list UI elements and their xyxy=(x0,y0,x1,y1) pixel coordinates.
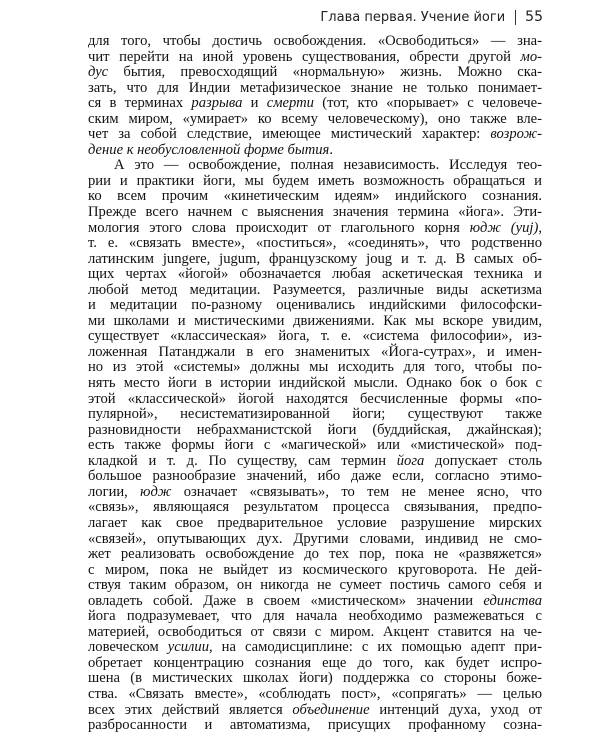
text-line xyxy=(88,267,542,283)
text-segment: обретает концентрацию сознания еще до того, как будет испро- xyxy=(88,654,542,671)
text-segment: допускает столь xyxy=(424,452,542,469)
text-segment: существует «классическая» йога, т. е. «система философии», из- xyxy=(88,328,542,345)
text-line xyxy=(88,609,542,625)
text-segment: есть также формы йоги с «магической» или «мистической» под- xyxy=(88,437,542,454)
text-segment: ся в терминах xyxy=(88,95,192,112)
text-line xyxy=(88,469,542,485)
text-segment: жет реализовать освобождение до тех пор, пока не «развяжется» xyxy=(88,546,542,563)
italic-text: возрож- xyxy=(490,126,542,143)
text-segment: лагает как свое предварительное условие разрушение мирских xyxy=(88,514,542,531)
text-segment: чет за собой следствие, имеющее мистический характер: xyxy=(88,126,491,143)
text-segment: мология этого слова происходит от глагольного корня xyxy=(88,219,470,236)
text-line xyxy=(88,703,542,719)
text-line xyxy=(88,392,542,408)
text-line xyxy=(88,671,542,687)
text-line xyxy=(88,205,542,221)
text-segment: для того, чтобы достичь освобождения. «Освободиться» — зна- xyxy=(88,33,542,49)
text-segment: и xyxy=(242,95,267,112)
text-segment: логии, xyxy=(88,483,141,500)
text-line xyxy=(88,438,542,454)
text-segment: этой «классической» йогой находятся бесчисленные формы «по- xyxy=(88,390,542,407)
text-line xyxy=(88,143,542,159)
italic-text: смерти xyxy=(266,95,314,112)
text-segment: чит перейти на иной уровень существования, обрести другой xyxy=(88,48,521,65)
text-line xyxy=(88,423,542,439)
text-segment: А это — освобождение, полная независимость. Исследуя тео- xyxy=(114,157,542,174)
italic-text: единства xyxy=(483,592,542,609)
text-line xyxy=(88,252,542,268)
text-line xyxy=(88,516,542,532)
text-line xyxy=(88,500,542,516)
text-line xyxy=(88,236,542,252)
chapter-title: Глава первая. Учение йоги xyxy=(320,9,506,25)
italic-text: дус xyxy=(88,64,109,81)
text-line xyxy=(88,345,542,361)
italic-text: усилии xyxy=(167,639,209,656)
text-line xyxy=(88,127,542,143)
italic-text: разрыва xyxy=(191,95,243,112)
header-divider xyxy=(515,10,516,25)
text-segment: т. е. «связать вместе», «поститься», «соединять», что родственно xyxy=(88,235,542,252)
text-line xyxy=(88,656,542,672)
text-segment: интенций духа, уход от xyxy=(369,701,542,718)
text-segment: , xyxy=(538,219,542,236)
text-line xyxy=(88,687,542,703)
text-line xyxy=(88,174,542,190)
text-line xyxy=(88,578,542,594)
text-segment: овладеть собой. Даже в своем «мистическом» значении xyxy=(88,592,484,609)
text-line xyxy=(88,376,542,392)
text-segment: рии и практики йоги, мы будем иметь возможность обращаться и xyxy=(88,172,542,189)
text-line xyxy=(88,283,542,299)
text-segment: означает «связывать», то тем не менее ясно, что xyxy=(171,483,542,500)
running-header xyxy=(320,9,543,25)
text-line xyxy=(88,625,542,641)
italic-text: юдж xyxy=(140,483,172,500)
text-segment: ским миром, «умирает» ко всему человеческому), оно также вле- xyxy=(88,110,542,127)
text-segment: и медитации по-разному оценивались индийскими философски- xyxy=(88,297,542,314)
text-segment: . xyxy=(329,141,333,158)
text-line xyxy=(88,563,542,579)
text-line xyxy=(88,158,542,174)
text-line xyxy=(88,81,542,97)
text-segment: пулярной», несистематизированной йоги; существуют также xyxy=(88,406,542,423)
text-line xyxy=(88,547,542,563)
text-segment: ствуя таким образом, он никогда не сумеет постичь самого себя и xyxy=(88,577,542,594)
body-text xyxy=(88,34,542,734)
text-line xyxy=(88,65,542,81)
text-segment: шена (в мистических школах йоги) поддержка со стороны боже- xyxy=(88,670,542,687)
text-segment: щих чертах «йогой» обозначается любая аскетическая техника и xyxy=(88,266,542,283)
text-segment: ко всем прочим «кинетическим идеям» индийского сознания. xyxy=(88,188,542,205)
text-segment: материей, освободиться от связи с миром. Акцент ставится на че- xyxy=(88,623,542,640)
text-line xyxy=(88,594,542,610)
text-segment: большое разнообразие значений, ибо даже если, согласно этимо- xyxy=(88,468,542,485)
italic-text: йога xyxy=(396,452,425,469)
text-segment: бытия, превосходящий «нормальную» жизнь. Можно ска- xyxy=(108,64,542,81)
text-line xyxy=(88,34,542,50)
text-segment: всех этих действий является xyxy=(88,701,293,718)
text-segment: разновидности небрахманистской йоги (буддийская, джайнская); xyxy=(88,421,542,438)
text-segment: «связей», опутывающих дух. Другими словами, индивид не смо- xyxy=(88,530,542,547)
text-line xyxy=(88,50,542,66)
text-segment: «связь», являющаяся результатом процесса связывания, предпо- xyxy=(88,499,542,516)
text-segment: Прежде всего начнем с выяснения значения термина «йога». Эти- xyxy=(88,204,542,221)
text-segment: латинским jungere, jugum, французскому joug и т. д. В самых об- xyxy=(88,250,542,267)
page-number: 55 xyxy=(525,9,543,25)
text-line xyxy=(88,718,542,734)
text-line xyxy=(88,298,542,314)
text-segment: нять место йоги в истории индийской мысли. Однако бок о бок с xyxy=(88,375,542,392)
text-line xyxy=(88,640,542,656)
text-segment: ства. «Связать вместе», «соблюдать пост», «сопрягать» — целью xyxy=(88,685,542,702)
italic-text: мо- xyxy=(520,48,542,65)
italic-text: юдж (yuj) xyxy=(469,219,539,236)
text-line xyxy=(88,314,542,330)
text-segment: (тот, кто «порывает» с человече- xyxy=(313,95,542,112)
text-line xyxy=(88,407,542,423)
text-segment: ловеческом xyxy=(88,639,168,656)
italic-text: дение к необусловленной форме бытия xyxy=(88,141,330,158)
text-segment: любой метод медитации. Разумеется, различные виды аскетизма xyxy=(88,281,542,298)
text-segment: кладкой и т. д. По существу, сам термин xyxy=(88,452,397,469)
text-segment: с миром, пока не выйдет из космического круговорота. Не дей- xyxy=(88,561,542,578)
text-line xyxy=(88,485,542,501)
italic-text: объединение xyxy=(292,701,370,718)
text-line xyxy=(88,221,542,237)
text-line xyxy=(88,329,542,345)
text-segment: йога подразумевает, что для начала необходимо размежеваться с xyxy=(88,608,542,625)
text-line xyxy=(88,360,542,376)
text-segment: зать, что для Индии метафизическое знание не только понимает- xyxy=(88,79,542,96)
text-line xyxy=(88,454,542,470)
text-segment: ми школами и мистическими движениями. Как мы вскоре увидим, xyxy=(88,312,542,329)
text-line xyxy=(88,112,542,128)
text-segment: но из этой «системы» должны мы исходить для того, чтобы по- xyxy=(88,359,542,376)
text-line xyxy=(88,532,542,548)
text-line xyxy=(88,189,542,205)
text-line xyxy=(88,96,542,112)
text-segment: разбросанности и автоматизма, присущих профанному созна- xyxy=(88,717,542,734)
text-segment: ложенная Патанджали в его знаменитых «Йога-сутрах», и имен- xyxy=(88,343,542,360)
text-segment: , на самодисциплине: с их помощью адепт при- xyxy=(209,639,542,656)
